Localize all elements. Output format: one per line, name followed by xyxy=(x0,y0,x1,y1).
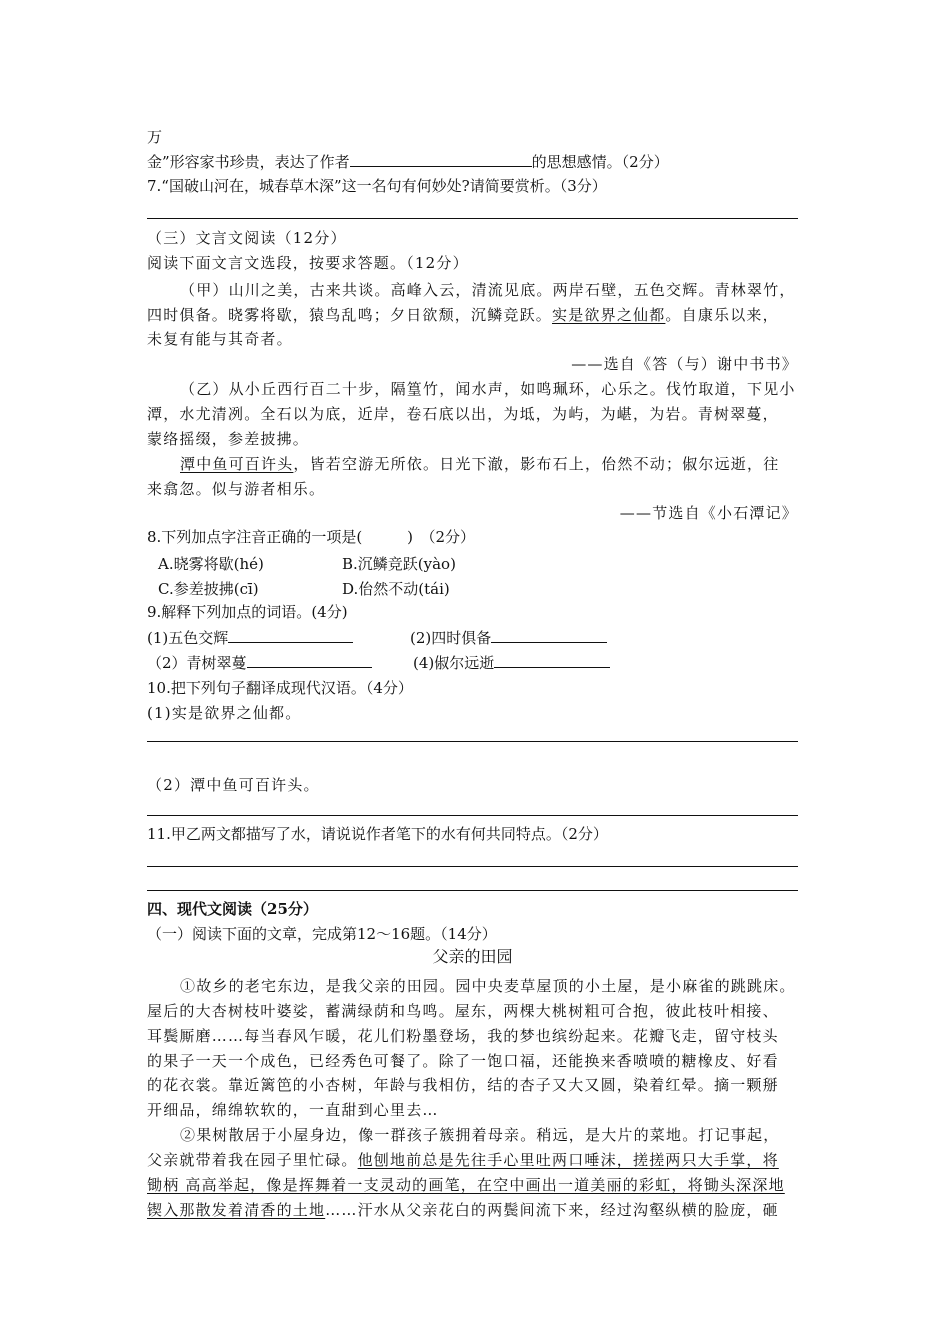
p2-line3 xyxy=(147,1174,785,1196)
q6-line1: 万 xyxy=(147,128,163,146)
yi-line1: （乙）从小丘西行百二十步，隔篁竹，闻水声，如鸣珮环，心乐之。伐竹取道，下见小 xyxy=(180,380,796,398)
q9-blank-1[interactable] xyxy=(228,628,353,643)
q9-item-2 xyxy=(410,627,607,649)
q10-answer-line-1[interactable] xyxy=(147,741,798,742)
article-title: 父亲的田园 xyxy=(432,949,513,966)
jia-underlined-sentence: 实是欲界之仙都 xyxy=(552,306,666,324)
q6-text-b: 的思想感情。（2分） xyxy=(531,153,669,171)
jia-line3: 未复有能与其奇者。 xyxy=(147,330,293,348)
yi-line4-b: ，皆若空游无所依。日光下澈，影布石上，佁然不动；俶尔远逝，往 xyxy=(293,455,780,473)
q6-line2 xyxy=(147,151,669,173)
jia-source: ——选自《答（与）谢中书书》 xyxy=(571,355,798,373)
q11-answer-line-2[interactable] xyxy=(147,890,798,891)
q8-option-c[interactable]: C.参差披拂(cī) xyxy=(158,580,259,598)
q7-answer-line[interactable] xyxy=(147,218,798,219)
p2-line1: ②果树散居于小屋身边，像一群孩子簇拥着母亲。稍远，是大片的菜地。打记事起， xyxy=(180,1126,780,1144)
q9-stem: 9.解释下列加点的词语。(4分) xyxy=(147,603,348,621)
yi-line2: 潭，水尤清冽。全石以为底，近岸，卷石底以出，为坻，为屿，为嵁，为岩。青树翠蔓， xyxy=(147,405,779,423)
jia-line2-b: 。自康乐以来， xyxy=(665,306,779,324)
p2-line4 xyxy=(147,1199,779,1221)
jia-line2-a: 四时俱备。晓雾将歇，猿鸟乱鸣；夕日欲颓，沉鳞竞跃。 xyxy=(147,306,553,324)
p1-line2: 屋后的大杏树枝叶婆娑，蓄满绿荫和鸟鸣。屋东，两棵大桃树粗可合抱，彼此枝叶相接、 xyxy=(147,1002,779,1020)
q9-item-1-label: (1)五色交辉 xyxy=(147,629,229,647)
q7-question: 7.“国破山河在，城春草木深”这一名句有何妙处?请简要赏析。（3分） xyxy=(147,177,607,195)
q9-item-4-label: (4)俶尔远逝 xyxy=(413,654,495,672)
yi-line3: 蒙络摇缀，参差披拂。 xyxy=(147,430,310,448)
p1-line4: 的果子一天一个成色，已经秀色可餐了。除了一饱口福，还能换来香喷喷的糖橡皮、好看 xyxy=(147,1052,779,1070)
q9-item-4 xyxy=(413,652,610,674)
p2-line2 xyxy=(147,1149,779,1171)
p1-line1: ①故乡的老宅东边，是我父亲的田园。园中央麦草屋顶的小土屋，是小麻雀的跳跳床。 xyxy=(180,977,796,995)
q9-blank-4[interactable] xyxy=(494,653,610,668)
q10-answer-line-2[interactable] xyxy=(147,815,798,816)
jia-line2 xyxy=(147,304,779,326)
q11-answer-line-1[interactable] xyxy=(147,866,798,867)
q8-option-a[interactable]: A.晓雾将歇(hé) xyxy=(158,555,264,573)
p1-line6: 开细品，绵绵软软的，一直甜到心里去… xyxy=(147,1101,439,1119)
q11-stem: 11.甲乙两文都描写了水，请说说作者笔下的水有何共同特点。（2分） xyxy=(147,825,608,843)
q9-item-3 xyxy=(147,652,372,674)
yi-underlined-sentence: 潭中鱼可百许头 xyxy=(180,455,294,473)
q10-sentence-2: （2）潭中鱼可百许头。 xyxy=(147,776,320,794)
section3-instruction: 阅读下面文言文选段，按要求答题。（12分） xyxy=(147,254,469,272)
p2-underlined-3: 锲入那散发着清香的土地 xyxy=(147,1201,326,1219)
q9-blank-3[interactable] xyxy=(247,653,372,668)
yi-source: ——节选自《小石潭记》 xyxy=(619,504,798,522)
q9-item-1 xyxy=(147,627,353,649)
q9-item-2-label: (2)四时俱备 xyxy=(410,629,492,647)
q8-stem: 8.下列加点字注音正确的一项是( ) （2分） xyxy=(147,528,476,546)
q8-option-b[interactable]: B.沉鳞竞跃(yào) xyxy=(342,555,456,573)
p1-line3: 耳鬓厮磨……每当春风乍暖，花儿们粉墨登场，我的梦也缤纷起来。花瓣飞走，留守枝头 xyxy=(147,1027,779,1045)
section4-title: 四、现代文阅读（25分） xyxy=(147,900,318,918)
q6-text-a: 金”形容家书珍贵，表达了作者 xyxy=(147,153,350,171)
p2-line4-b: ……汗水从父亲花白的两鬓间流下来，经过沟壑纵横的脸庞，砸 xyxy=(325,1201,779,1219)
q9-blank-2[interactable] xyxy=(491,628,607,643)
q10-stem: 10.把下列句子翻译成现代汉语。（4分） xyxy=(147,679,413,697)
yi-line4 xyxy=(180,453,779,475)
p2-underlined-2: 锄柄 高高举起，像是挥舞着一支灵动的画笔，在空中画出一道美丽的彩虹，将锄头深深地 xyxy=(147,1176,785,1194)
section3-title: （三）文言文阅读（12分） xyxy=(147,229,347,247)
q8-option-d[interactable]: D.佁然不动(tái) xyxy=(342,580,450,598)
q10-sentence-1: (1)实是欲界之仙都。 xyxy=(147,704,302,722)
q9-item-3-label: （2）青树翠蔓 xyxy=(147,654,247,672)
jia-line1: （甲）山川之美，古来共谈。高峰入云，清流见底。两岸石壁，五色交辉。青林翠竹， xyxy=(180,281,796,299)
p2-underlined-1: 他刨地前总是先往手心里吐两口唾沫，搓搓两只大手掌，将 xyxy=(357,1151,779,1169)
yi-line5: 来翕忽。似与游者相乐。 xyxy=(147,480,326,498)
p2-line2-a: 父亲就带着我在园子里忙碌。 xyxy=(147,1151,358,1169)
p1-line5: 的花衣裳。靠近篱笆的小杏树，年龄与我相仿，结的杏子又大又圆，染着红晕。摘一颗掰 xyxy=(147,1076,779,1094)
section4-subtitle: （一）阅读下面的文章，完成第12～16题。（14分） xyxy=(147,925,497,943)
q6-answer-blank[interactable] xyxy=(350,152,532,167)
